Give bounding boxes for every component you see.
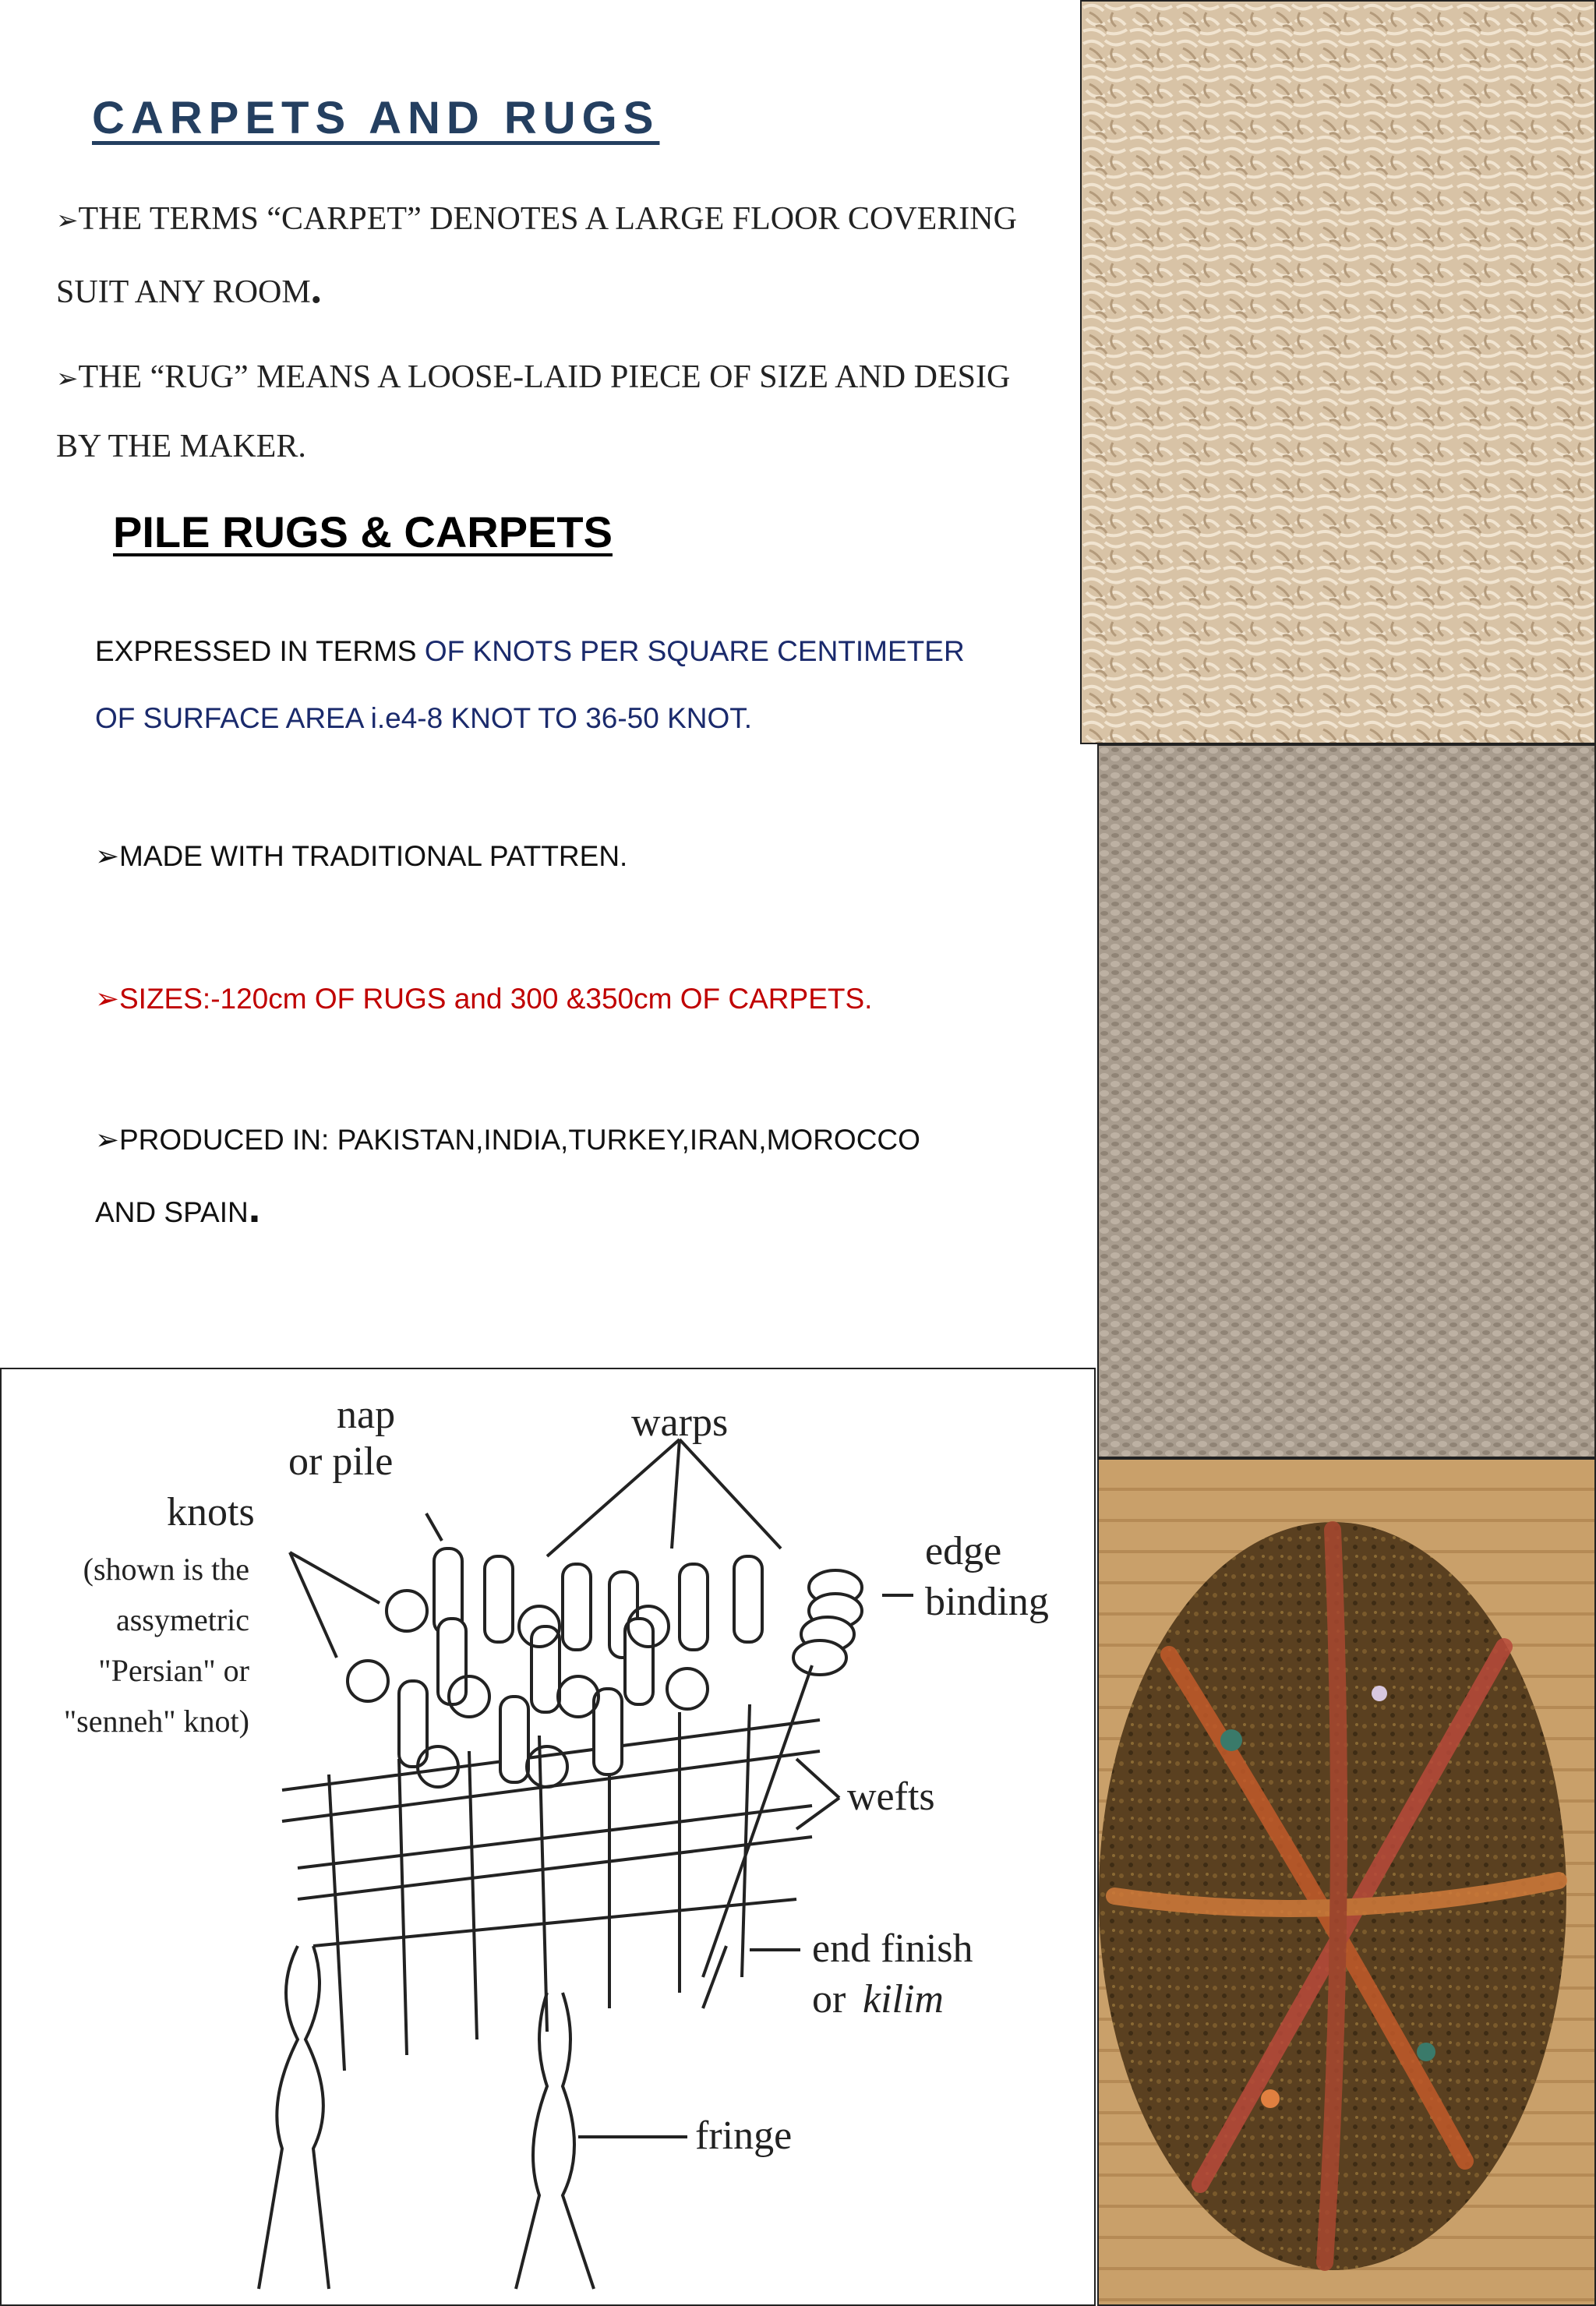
produced-in-end: .	[248, 1182, 261, 1231]
produced-in-line1: ➢PRODUCED IN: PAKISTAN,INDIA,TURKEY,IRAN,MOROCCO	[95, 1124, 920, 1156]
round-rug-photo	[1097, 1458, 1596, 2306]
label-warps: warps	[631, 1400, 729, 1445]
section-heading: PILE RUGS & CARPETS	[113, 507, 613, 556]
label-wefts: wefts	[847, 1775, 935, 1819]
produced-in-item	[95, 1107, 1069, 1246]
bullet-arrow-icon: ➢	[56, 365, 79, 394]
label-edge: edge	[925, 1529, 1002, 1573]
carpet-definition-line2: SUIT ANY ROOM	[56, 274, 311, 310]
knot-diagram-illustration	[2, 1369, 1096, 2306]
label-knots-note-4: "senneh" knot)	[63, 1704, 249, 1739]
knots-range: OF SURFACE AREA i.e4-8 KNOT TO 36-50 KNOT.	[95, 702, 753, 734]
carpet-definition-end: .	[310, 264, 322, 313]
label-nap: nap	[337, 1393, 396, 1437]
label-knots-note-2: assymetric	[115, 1602, 249, 1637]
traditional-pattern-item: ➢MADE WITH TRADITIONAL PATTREN.	[95, 840, 628, 872]
knots-description	[95, 618, 1069, 752]
rug-definition-line2: BY THE MAKER.	[56, 429, 306, 464]
label-knots: knots	[167, 1490, 255, 1534]
shag-carpet-photo	[1080, 0, 1596, 744]
knot-diagram	[0, 1368, 1096, 2306]
knots-lead: EXPRESSED IN TERMS	[95, 635, 425, 667]
rug-definition-line1: THE “RUG” MEANS A LOOSE-LAID PIECE OF SIZE AND DESIG	[78, 359, 1011, 395]
label-or: or	[812, 1977, 846, 2022]
knots-measure: OF KNOTS PER SQUARE CENTIMETER	[424, 635, 965, 667]
sizes-item: ➢SIZES:-120cm OF RUGS and 300 &350cm OF CARPETS.	[95, 983, 873, 1015]
label-knots-note-3: "Persian" or	[98, 1653, 249, 1688]
page-title: CARPETS AND RUGS	[92, 93, 660, 143]
label-knots-note-1: (shown is the	[83, 1552, 249, 1587]
label-binding: binding	[925, 1580, 1049, 1624]
label-kilim: kilim	[863, 1977, 944, 2022]
label-end-finish: end finish	[812, 1926, 973, 1971]
carpet-definition-line1: THE TERMS “CARPET” DENOTES A LARGE FLOOR COVERING	[78, 201, 1017, 237]
label-fringe: fringe	[695, 2114, 793, 2158]
loop-carpet-photo	[1097, 744, 1596, 1458]
rug-definition	[56, 344, 1085, 480]
carpet-definition	[56, 185, 1085, 326]
label-or-pile: or pile	[288, 1439, 394, 1484]
bullet-arrow-icon: ➢	[56, 207, 79, 235]
produced-in-line2: AND SPAIN	[95, 1196, 249, 1228]
